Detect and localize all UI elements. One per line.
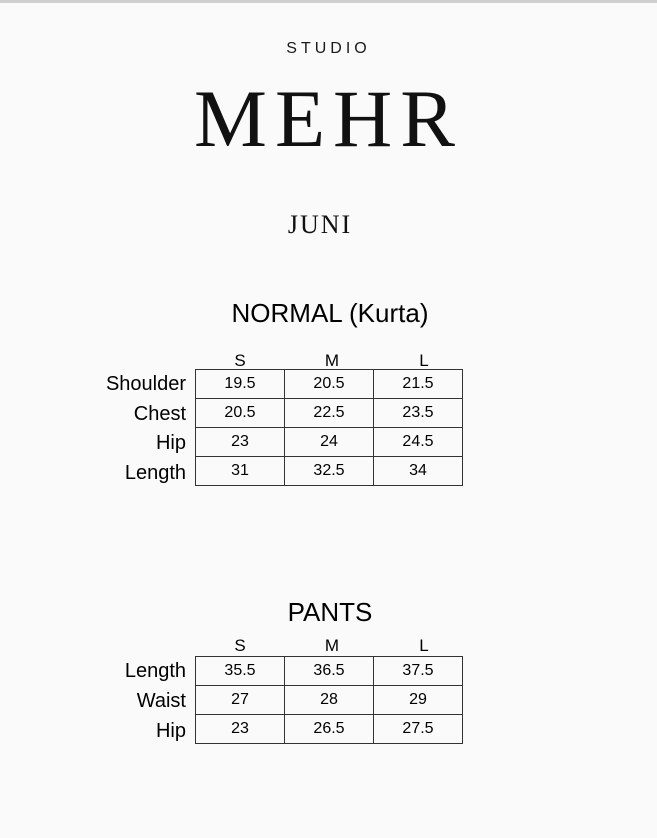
pants-size-header-m: M	[324, 636, 340, 655]
table-cell: 20.5	[196, 399, 285, 428]
table-row	[196, 399, 463, 428]
table-cell: 27.5	[374, 715, 463, 744]
table-row	[196, 715, 463, 744]
kurta-section-title: NORMAL (Kurta)	[231, 298, 429, 328]
pants-row-label-hip: Hip	[155, 720, 186, 742]
table-row	[196, 657, 463, 686]
pants-size-header-s: S	[234, 636, 246, 655]
table-cell: 32.5	[285, 457, 374, 486]
pants-row-label-waist: Waist	[136, 690, 186, 712]
table-cell: 34	[374, 457, 463, 486]
table-cell: 26.5	[285, 715, 374, 744]
table-cell: 23.5	[374, 399, 463, 428]
pants-size-table	[195, 656, 463, 744]
table-cell: 27	[196, 686, 285, 715]
brand-studio-label: STUDIO	[286, 40, 371, 57]
table-cell: 21.5	[374, 370, 463, 399]
table-cell: 29	[374, 686, 463, 715]
table-cell: 28	[285, 686, 374, 715]
table-cell: 24.5	[374, 428, 463, 457]
table-row	[196, 370, 463, 399]
table-cell: 35.5	[196, 657, 285, 686]
kurta-size-header-s: S	[234, 351, 246, 370]
table-cell: 24	[285, 428, 374, 457]
table-cell: 22.5	[285, 399, 374, 428]
kurta-row-label-hip: Hip	[155, 432, 186, 454]
brand-logo-text: MEHR	[194, 73, 463, 164]
table-cell: 20.5	[285, 370, 374, 399]
table-row	[196, 686, 463, 715]
pants-section-title: PANTS	[287, 597, 373, 627]
kurta-size-header-m: M	[324, 351, 340, 370]
kurta-row-label-chest: Chest	[133, 403, 186, 425]
table-cell: 19.5	[196, 370, 285, 399]
collection-title: JUNI	[287, 210, 353, 239]
table-cell: 23	[196, 715, 285, 744]
top-border	[0, 0, 657, 3]
kurta-row-label-length: Length	[124, 462, 186, 484]
table-cell: 31	[196, 457, 285, 486]
kurta-size-header-l: L	[419, 351, 429, 370]
table-cell: 23	[196, 428, 285, 457]
table-cell: 36.5	[285, 657, 374, 686]
table-row	[196, 428, 463, 457]
table-row	[196, 457, 463, 486]
kurta-size-table	[195, 369, 463, 486]
pants-row-label-length: Length	[124, 660, 186, 682]
kurta-row-label-shoulder: Shoulder	[105, 373, 186, 395]
table-cell: 37.5	[374, 657, 463, 686]
pants-size-header-l: L	[419, 636, 429, 655]
